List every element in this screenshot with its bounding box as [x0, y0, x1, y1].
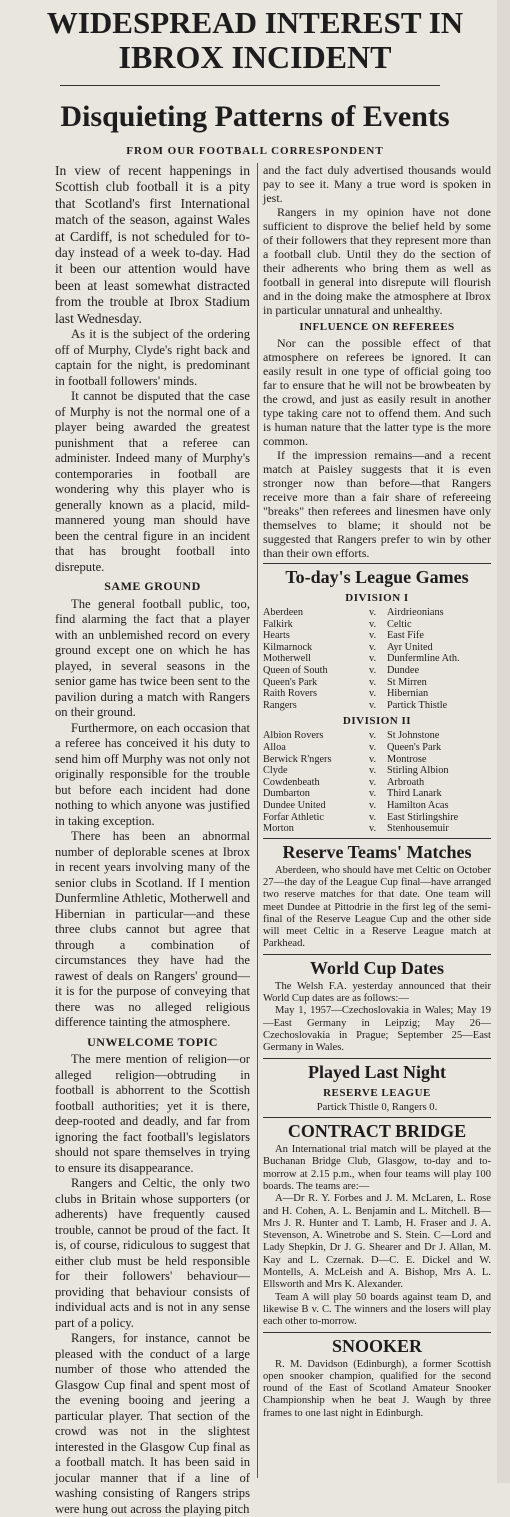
away-team: Dunfermline Ath.	[387, 653, 460, 665]
home-team: Queen's Park	[263, 676, 318, 688]
section-rule	[263, 563, 491, 564]
away-team: Queen's Park	[387, 741, 442, 753]
home-team: Aberdeen	[263, 607, 304, 618]
fixture-row	[263, 642, 491, 654]
home-team: Kilmarnock	[263, 641, 313, 653]
played-last-night-title: Played Last Night	[307, 1061, 446, 1082]
article-paragraph: The mere mention of religion—or alleged religion—obtruding in football is abhorrent to the Scottish football authorities; yet it is there, deep-rooted and deadly, and far from ignoring the fact football's legislators should not spare themselves in trying to ensure its disappearance.	[55, 1052, 250, 1175]
subheading-influence-on-referees: INFLUENCE ON REFEREES	[299, 321, 455, 333]
away-team: East Fife	[387, 630, 424, 642]
away-team: Third Lanark	[387, 788, 442, 800]
home-team: Clyde	[263, 765, 288, 777]
home-team: Cowdenbeath	[263, 776, 320, 788]
bridge-schedule: Team A will play 50 boards against team D, and likewise B v. C. The winners and the losers will play each other to-morrow.	[263, 1291, 491, 1328]
fixture-row	[263, 619, 491, 631]
world-cup-text: The Welsh F.A. yesterday announced that their World Cup dates are as follows:—	[263, 980, 491, 1005]
home-team: Albion Rovers	[263, 730, 324, 742]
fixture-row	[263, 742, 491, 754]
fixture-row	[263, 630, 491, 642]
fixture-row	[263, 700, 491, 712]
article-paragraph: In view of recent happenings in Scottish club football it is a pity that Scotland's first International match of the season, against Wales at Cardiff, is not scheduled for to-day instead of a week to-day. Had it been our attention would have been at least somewhat distracted from the trouble at Ibrox Stadium last Wednesday.	[55, 163, 250, 326]
section-rule	[263, 838, 491, 839]
snooker-text: R. M. Davidson (Edinburgh), a former Scottish open snooker champion, qualified for the second round of the East of Scotland Amateur Snooker Championship when he beat J. Waugh by three frames to one last night in Edinburgh.	[263, 1358, 491, 1419]
headline-rule	[60, 85, 440, 86]
away-team: East Stirlingshire	[387, 811, 459, 823]
home-team: Falkirk	[263, 618, 293, 630]
fixture-row	[263, 777, 491, 789]
away-team: St Johnstone	[387, 730, 440, 742]
away-team: Dundee	[387, 664, 420, 676]
fixture-row	[263, 788, 491, 800]
article-paragraph: Furthermore, on each occasion that a referee has conceived it his duty to send him off Murphy was not only not originally responsible for the trouble but before each incident had done nothing to which anyone was justified in taking exception.	[55, 720, 250, 828]
home-team: Hearts	[263, 630, 290, 642]
fixture-row	[263, 754, 491, 766]
section-rule	[263, 1058, 491, 1059]
subheading-unwelcome-topic: UNWELCOME TOPIC	[87, 1034, 218, 1049]
versus: v.	[369, 811, 377, 823]
home-team: Berwick R'ngers	[263, 753, 332, 765]
away-team: Hamilton Acas	[387, 799, 449, 811]
versus: v.	[369, 699, 377, 711]
section-rule	[263, 1117, 491, 1118]
versus: v.	[369, 753, 377, 765]
versus: v.	[369, 765, 377, 777]
article-paragraph: and the fact duly advertised thousands would pay to see it. Many a true word is spoken in jest.	[263, 163, 491, 205]
article-paragraph: There has been an abnormal number of deplorable scenes at Ibrox in recent years involving many of the senior clubs in Scotland. If I mention Dunfermline Athletic, Motherwell and Hibernian in particular—and these three clubs cannot but agree that through a combination of circumstances they have had the rawest of deals on Rangers' ground—it is for the purpose of conveying that there was no alleged religious difference tainting the atmosphere.	[55, 829, 250, 1030]
fixture-row	[263, 765, 491, 777]
versus: v.	[369, 664, 377, 676]
bridge-text: An International trial match will be played at the Buchanan Bridge Club, Glasgow, to-day and to-morrow at 2.15 p.m., when four teams will play 100 boards. The teams are:—	[263, 1144, 491, 1192]
article-paragraph: It cannot be disputed that the case of Murphy is not the normal one of a player being awarded the greatest punishment that a referee can administer. Indeed many of Murphy's contemporaries in football are wondering why this player who is generally known as a placid, mild-mannered young man should have been the central figure in an incident that has brought football into disrepute.	[55, 389, 250, 574]
home-team: Morton	[263, 823, 294, 835]
column-divider	[257, 163, 258, 1478]
versus: v.	[369, 741, 377, 753]
away-team: St Mirren	[387, 676, 427, 688]
fixture-row	[263, 688, 491, 700]
reserve-matches-title: Reserve Teams' Matches	[282, 841, 472, 862]
versus: v.	[369, 788, 377, 800]
division-2-fixtures	[263, 730, 491, 834]
versus: v.	[369, 630, 377, 642]
versus: v.	[369, 653, 377, 665]
away-team: Stirling Albion	[387, 765, 449, 777]
article-paragraph: As it is the subject of the ordering off of Murphy, Clyde's right back and captain for the night, is predominant in football followers' minds.	[55, 327, 250, 388]
versus: v.	[369, 730, 377, 742]
division-1-fixtures	[263, 607, 491, 711]
fixture-row	[263, 730, 491, 742]
division-1-label: DIVISION I	[345, 592, 409, 604]
versus: v.	[369, 607, 377, 618]
article-byline: FROM OUR FOOTBALL CORRESPONDENT	[126, 145, 384, 157]
away-team: Partick Thistle	[387, 699, 448, 711]
versus: v.	[369, 641, 377, 653]
headline-line-1: WIDESPREAD INTEREST IN	[46, 5, 464, 40]
division-2-label: DIVISION II	[342, 715, 412, 728]
adjacent-column-edge	[497, 0, 510, 1483]
section-rule	[263, 1332, 491, 1333]
contract-bridge-title: CONTRACT BRIDGE	[287, 1121, 467, 1142]
versus: v.	[369, 799, 377, 811]
article-paragraph: Rangers in my opinion have not done sufficient to disprove the belief held by some of their followers that they represent more than a football club. Until they do the section of their adherents who bring them as well as football in general into disrepute will flourish and in the doing make the atmosphere at Ibrox in particular unnatural and unhealthy.	[263, 205, 491, 317]
away-team: Stenhousemuir	[387, 823, 449, 835]
versus: v.	[369, 676, 377, 688]
article-paragraph: Nor can the possible effect of that atmosphere on referees be ignored. It can easily result in one type of official going too far to ensure that he will not be browbeaten by the crowd, and just as easily result in another type taking care not to offend them. And such is human nature that the latter type is the more common.	[263, 336, 491, 448]
away-team: Hibernian	[387, 688, 429, 700]
home-team: Raith Rovers	[263, 688, 318, 700]
reserve-matches-text: Aberdeen, who should have met Celtic on October 27—the day of the League Cup final—have arranged two reserve matches for that date. One team will meet Dundee at Pittodrie in the first leg of the semi-final of the Reserve League Cup and the other side will meet Celtic in a Reserve League match at Parkhead.	[263, 864, 491, 950]
fixture-row	[263, 653, 491, 665]
fixture-row	[263, 800, 491, 812]
league-games-title: To-day's League Games	[285, 567, 469, 587]
bridge-teams: A—Dr R. Y. Forbes and J. M. McLaren, L. Rose and H. Cohen, A. L. Benjamin and L. Mitchell. B—Mrs J. R. Hunter and T. Lamb, H. Fraser and J. A. Stevenson, A. Winetrobe and S. Stein. C—Lord and Lady Shepkin, Dr J. G. Shearer and Dr J. Allan, M. Kay and L. Czernak. D—C. E. Dickel and W. Montells, A. McLeish and A. Bishop, Mrs A. L. Ellsworth and Mrs K. Alexander.	[263, 1193, 491, 1291]
fixture-row	[263, 812, 491, 824]
home-team: Rangers	[263, 699, 297, 711]
fixture-row	[263, 665, 491, 677]
home-team: Dumbarton	[263, 788, 310, 800]
world-cup-title: World Cup Dates	[309, 957, 444, 978]
article-subhead: Disquieting Patterns of Events	[60, 100, 450, 133]
match-result: Partick Thistle 0, Rangers 0.	[316, 1101, 438, 1113]
reserve-league-label: RESERVE LEAGUE	[323, 1086, 431, 1099]
home-team: Queen of South	[263, 664, 328, 676]
fixture-row	[263, 607, 491, 619]
home-team: Dundee United	[263, 799, 326, 811]
away-team: Montrose	[387, 753, 427, 765]
away-team: Ayr United	[387, 641, 433, 653]
left-column	[55, 163, 250, 1517]
versus: v.	[369, 776, 377, 788]
fixture-row	[263, 677, 491, 689]
fixture-row	[263, 823, 491, 835]
right-column	[263, 163, 491, 1420]
versus: v.	[369, 823, 377, 835]
home-team: Alloa	[263, 741, 286, 753]
article-paragraph: Rangers and Celtic, the only two clubs in Britain whose supporters (or adherents) have frequently caused trouble, cannot be proud of the fact. It is, of course, ridiculous to suggest that either club must be held responsible for their followers' behaviour—providing that behaviour consists of individual acts and is not in any sense part of a policy.	[55, 1176, 250, 1330]
article-paragraph: If the impression remains—and a recent match at Paisley suggests that it is even stronger now than before—that Rangers receive more than a fair share of refereeing "breaks" then referees and linesmen have only themselves to blame; it should not be suggested that Rangers prefer to win by other than their own efforts.	[263, 448, 491, 560]
headline-line-2: IBROX INCIDENT	[118, 39, 392, 75]
home-team: Forfar Athletic	[263, 811, 324, 823]
snooker-title: SNOOKER	[331, 1335, 423, 1356]
subheading-same-ground: SAME GROUND	[104, 579, 201, 594]
article-paragraph: Rangers, for instance, cannot be pleased with the conduct of a large number of those who attended the Glasgow Cup final and spent most of the evening booing and jeering a particular player. That section of the crowd was not in the slightest interested in the Glasgow Cup final as a football match. It has been said in jocular manner that if a line of washing consisting of Rangers strips were hung out across the playing pitch	[55, 1331, 250, 1516]
home-team: Motherwell	[263, 653, 312, 665]
away-team: Celtic	[387, 618, 412, 630]
article-paragraph: The general football public, too, find alarming the fact that a player with an unblemished record on every ground except one on which he has played, in several seasons in the senior game has twice been sent to the pavilion during a match with Rangers on their ground.	[55, 596, 250, 720]
away-team: Arbroath	[387, 776, 425, 788]
away-team: Airdrieonians	[387, 607, 444, 618]
section-rule	[263, 954, 491, 955]
versus: v.	[369, 618, 377, 630]
versus: v.	[369, 688, 377, 700]
world-cup-dates: May 1, 1957—Czechoslovakia in Wales; May 19—East Germany in Leipzig; May 26—Czechoslovakia in Prague; September 25—East Germany in Wales.	[263, 1005, 491, 1054]
